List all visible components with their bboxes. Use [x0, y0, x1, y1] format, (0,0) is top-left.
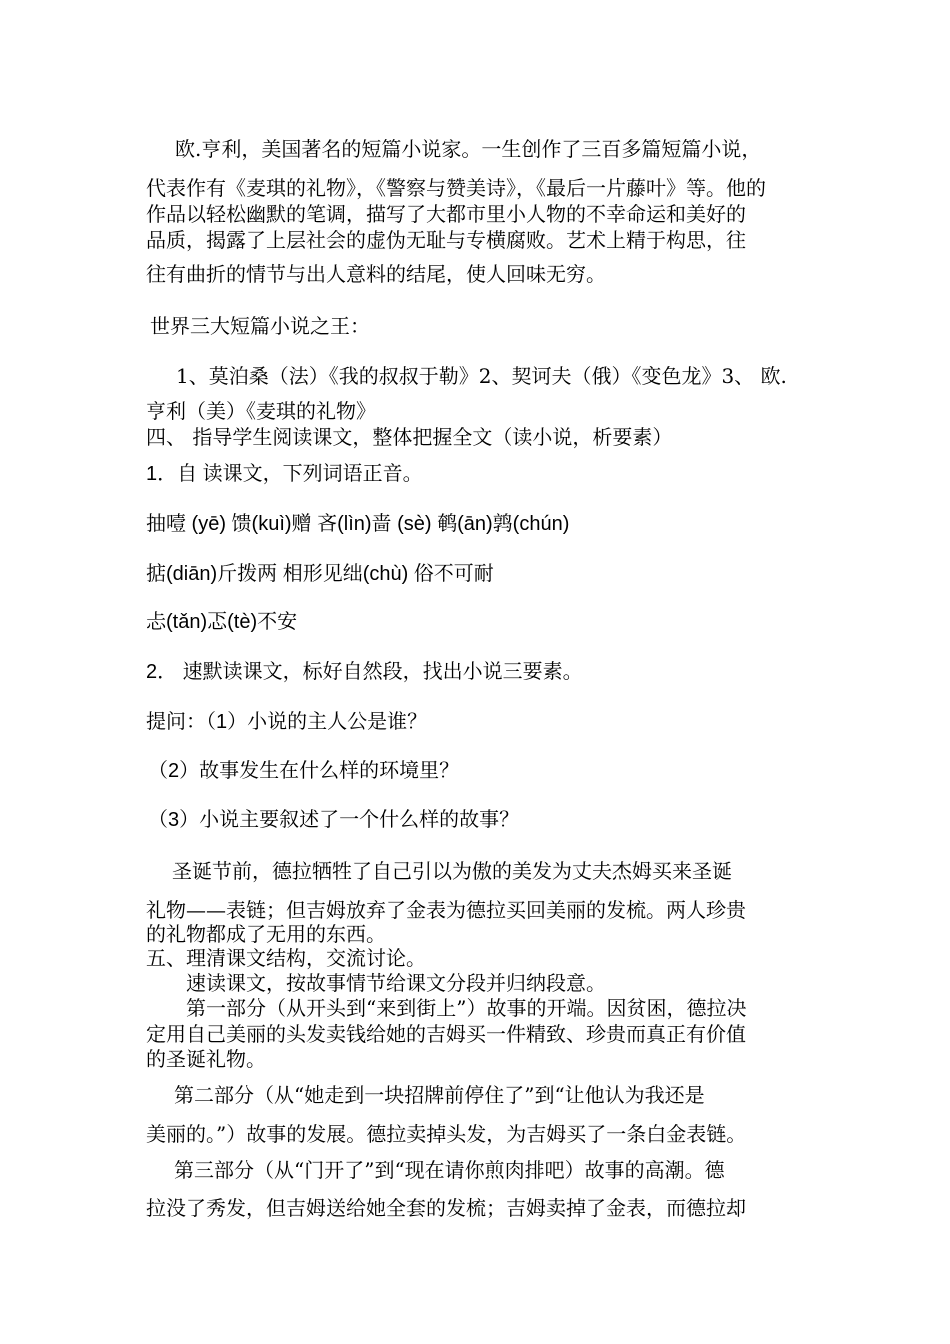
question-1: 提问：（1）小说的主人公是谁？ — [146, 711, 428, 733]
intro-line-5: 往有曲折的情节与出人意料的结尾，使人回味无穷。 — [146, 262, 606, 286]
intro-line-4: 品质，揭露了上层社会的虚伪无耻与专横腐败。艺术上精于构思，往 — [146, 228, 746, 252]
part3-line-2: 拉没了秀发，但吉姆送给她全套的发梳；吉姆卖掉了金表，而德拉却 — [146, 1196, 746, 1220]
task2-text: 2． 速默读课文，标好自然段，找出小说三要素。 — [146, 661, 583, 683]
intro-line-2: 代表作有《麦琪的礼物》，《警察与赞美诗》，《最后一片藤叶》等。他的 — [146, 176, 766, 200]
summary-line-2: 礼物——表链；但吉姆放弃了金表为德拉买回美丽的发梳。两人珍贵 — [146, 898, 746, 922]
intro-line-1: 欧.亨利，美国著名的短篇小说家。一生创作了三百多篇短篇小说， — [175, 137, 762, 161]
question-3: （3）小说主要叙述了一个什么样的故事？ — [148, 809, 520, 831]
pinyin-words-line-1: 抽噎 (yē) 馈(kuì)赠 吝(lìn)啬 (sè) 鹌(ān)鹑(chún) — [146, 513, 570, 535]
part2-line-1: 第二部分（从“她走到一块招牌前停住了”到“让他认为我还是 — [174, 1083, 705, 1107]
section5-heading: 五、理清课文结构，交流讨论。 — [146, 946, 426, 970]
summary-line-3: 的礼物都成了无用的东西。 — [146, 922, 386, 946]
pinyin-words-line-2: 掂(diān)斤拨两 相形见绌(chù) 俗不可耐 — [146, 563, 494, 585]
section4-heading: 四、 指导学生阅读课文，整体把握全文（读小说，析要素） — [146, 425, 673, 449]
section5-instruction: 速读课文，按故事情节给课文分段并归纳段意。 — [186, 971, 606, 995]
part3-line-1: 第三部分（从“门开了”到“现在请你煎肉排吧）故事的高潮。德 — [174, 1158, 725, 1182]
kings-line-2: 亨利（美）《麦琪的礼物》 — [146, 399, 376, 423]
task1-text: 1．自 读课文，下列词语正音。 — [146, 463, 423, 485]
pinyin-words-line-3: 忐(tǎn)忑(tè)不安 — [146, 611, 298, 633]
part1-line-3: 的圣诞礼物。 — [146, 1047, 266, 1071]
part1-line-1: 第一部分（从开头到“来到街上”）故事的开端。因贫困，德拉决 — [186, 996, 747, 1020]
part1-line-2: 定用自己美丽的头发卖钱给她的吉姆买一件精致、珍贵而真正有价值 — [146, 1022, 746, 1046]
question-2: （2）故事发生在什么样的环境里？ — [148, 760, 460, 782]
kings-heading: 世界三大短篇小说之王： — [150, 314, 370, 338]
summary-line-1: 圣诞节前，德拉牺牲了自己引以为傲的美发为丈夫杰姆买来圣诞 — [172, 859, 732, 883]
intro-line-3: 作品以轻松幽默的笔调，描写了大都市里小人物的不幸命运和美好的 — [146, 202, 746, 226]
part2-line-2: 美丽的。”）故事的发展。德拉卖掉头发，为吉姆买了一条白金表链。 — [146, 1122, 747, 1146]
kings-line-1: 1、莫泊桑（法）《我的叔叔于勒》2、契诃夫（俄）《变色龙》3、 欧. — [176, 364, 787, 388]
